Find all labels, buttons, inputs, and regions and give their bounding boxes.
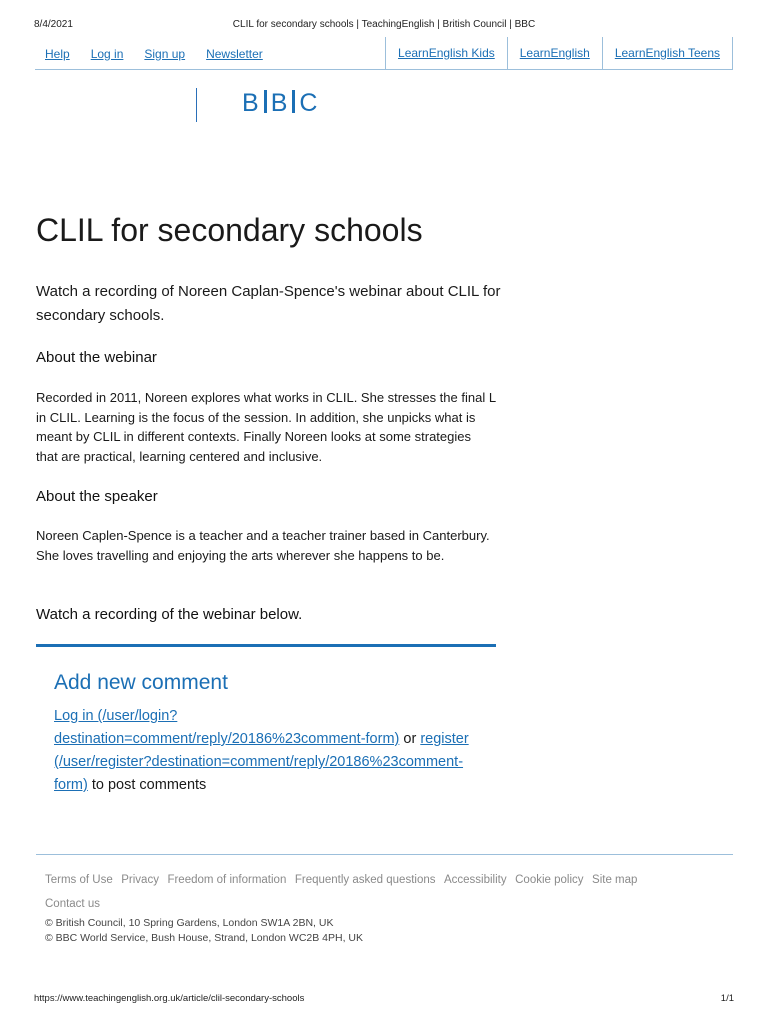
- learnenglish-link[interactable]: LearnEnglish: [507, 37, 602, 70]
- logo-bar: [292, 90, 295, 113]
- footer-divider: [36, 854, 733, 855]
- signup-link[interactable]: Sign up: [144, 46, 186, 61]
- footer-contact-link[interactable]: Contact us: [45, 898, 100, 910]
- about-webinar-heading: About the webinar: [36, 349, 157, 366]
- print-url: https://www.teachingenglish.org.uk/article/clil-secondary-schools: [34, 993, 305, 1004]
- copyright-bbc: © BBC World Service, Bush House, Strand, London WC2B 4PH, UK: [45, 932, 364, 944]
- login-link[interactable]: Log in: [90, 46, 124, 61]
- learnenglish-teens-link[interactable]: LearnEnglish Teens: [602, 37, 733, 70]
- help-link[interactable]: Help: [45, 46, 70, 61]
- comment-login-prompt: [54, 705, 474, 797]
- footer-faq-link[interactable]: Frequently asked questions: [294, 874, 436, 886]
- utility-links: [35, 37, 274, 70]
- print-date: 8/4/2021: [34, 19, 73, 30]
- page-title: CLIL for secondary schools: [36, 212, 423, 248]
- or-text: or: [399, 731, 421, 747]
- post-comments-text: to post comments: [87, 777, 207, 793]
- print-title: CLIL for secondary schools | TeachingEnglish | British Council | BBC: [232, 19, 536, 30]
- bbc-logo-letter: B: [270, 89, 289, 117]
- footer-accessibility-link[interactable]: Accessibility: [443, 874, 507, 886]
- nav-divider: [35, 69, 733, 70]
- bbc-logo[interactable]: [242, 89, 318, 118]
- comment-section-divider: [36, 644, 496, 647]
- print-page-number: 1/1: [720, 993, 734, 1004]
- copyright-british-council: © British Council, 10 Spring Gardens, London SW1A 2BN, UK: [45, 917, 334, 929]
- bbc-logo-letter: B: [242, 89, 260, 117]
- footer-foi-link[interactable]: Freedom of information: [167, 874, 287, 886]
- about-speaker-text: Noreen Caplen-Spence is a teacher and a teacher trainer based in Canterbury. She loves travelling and enjoying the arts wherever she happens to be.: [36, 528, 490, 563]
- footer-cookie-link[interactable]: Cookie policy: [515, 874, 584, 886]
- about-webinar-text: Recorded in 2011, Noreen explores what works in CLIL. She stresses the final L in CLIL. Learning is the focus of the session. In addition, she unpicks what is meant by CLIL in different contexts. Finally Noreen looks at some strategies that are practical, learning centered and inclusive.: [36, 390, 496, 464]
- top-navigation: [35, 37, 733, 70]
- sister-site-links: [385, 37, 733, 70]
- watch-recording-text: Watch a recording of the webinar below.: [36, 606, 303, 623]
- bbc-logo-letter: C: [299, 89, 319, 117]
- footer-privacy-link[interactable]: Privacy: [121, 874, 159, 886]
- footer-links: [45, 874, 646, 886]
- learnenglish-kids-link[interactable]: LearnEnglish Kids: [385, 37, 507, 70]
- footer-terms-link[interactable]: Terms of Use: [45, 874, 113, 886]
- add-comment-heading: Add new comment: [54, 671, 228, 694]
- about-speaker-heading: About the speaker: [36, 488, 158, 505]
- logo-divider: [196, 88, 197, 122]
- article-intro: Watch a recording of Noreen Caplan-Spence's webinar about CLIL for secondary schools.: [36, 283, 501, 324]
- print-header: [0, 0, 768, 34]
- footer-sitemap-link[interactable]: Site map: [592, 874, 638, 886]
- logo-bar: [264, 90, 267, 113]
- comment-register-link[interactable]: register (/user/register?destination=comment/reply/20186%23comment-form): [54, 731, 469, 793]
- newsletter-link[interactable]: Newsletter: [206, 46, 263, 61]
- comment-login-link[interactable]: Log in (/user/login?destination=comment/reply/20186%23comment-form): [54, 708, 400, 747]
